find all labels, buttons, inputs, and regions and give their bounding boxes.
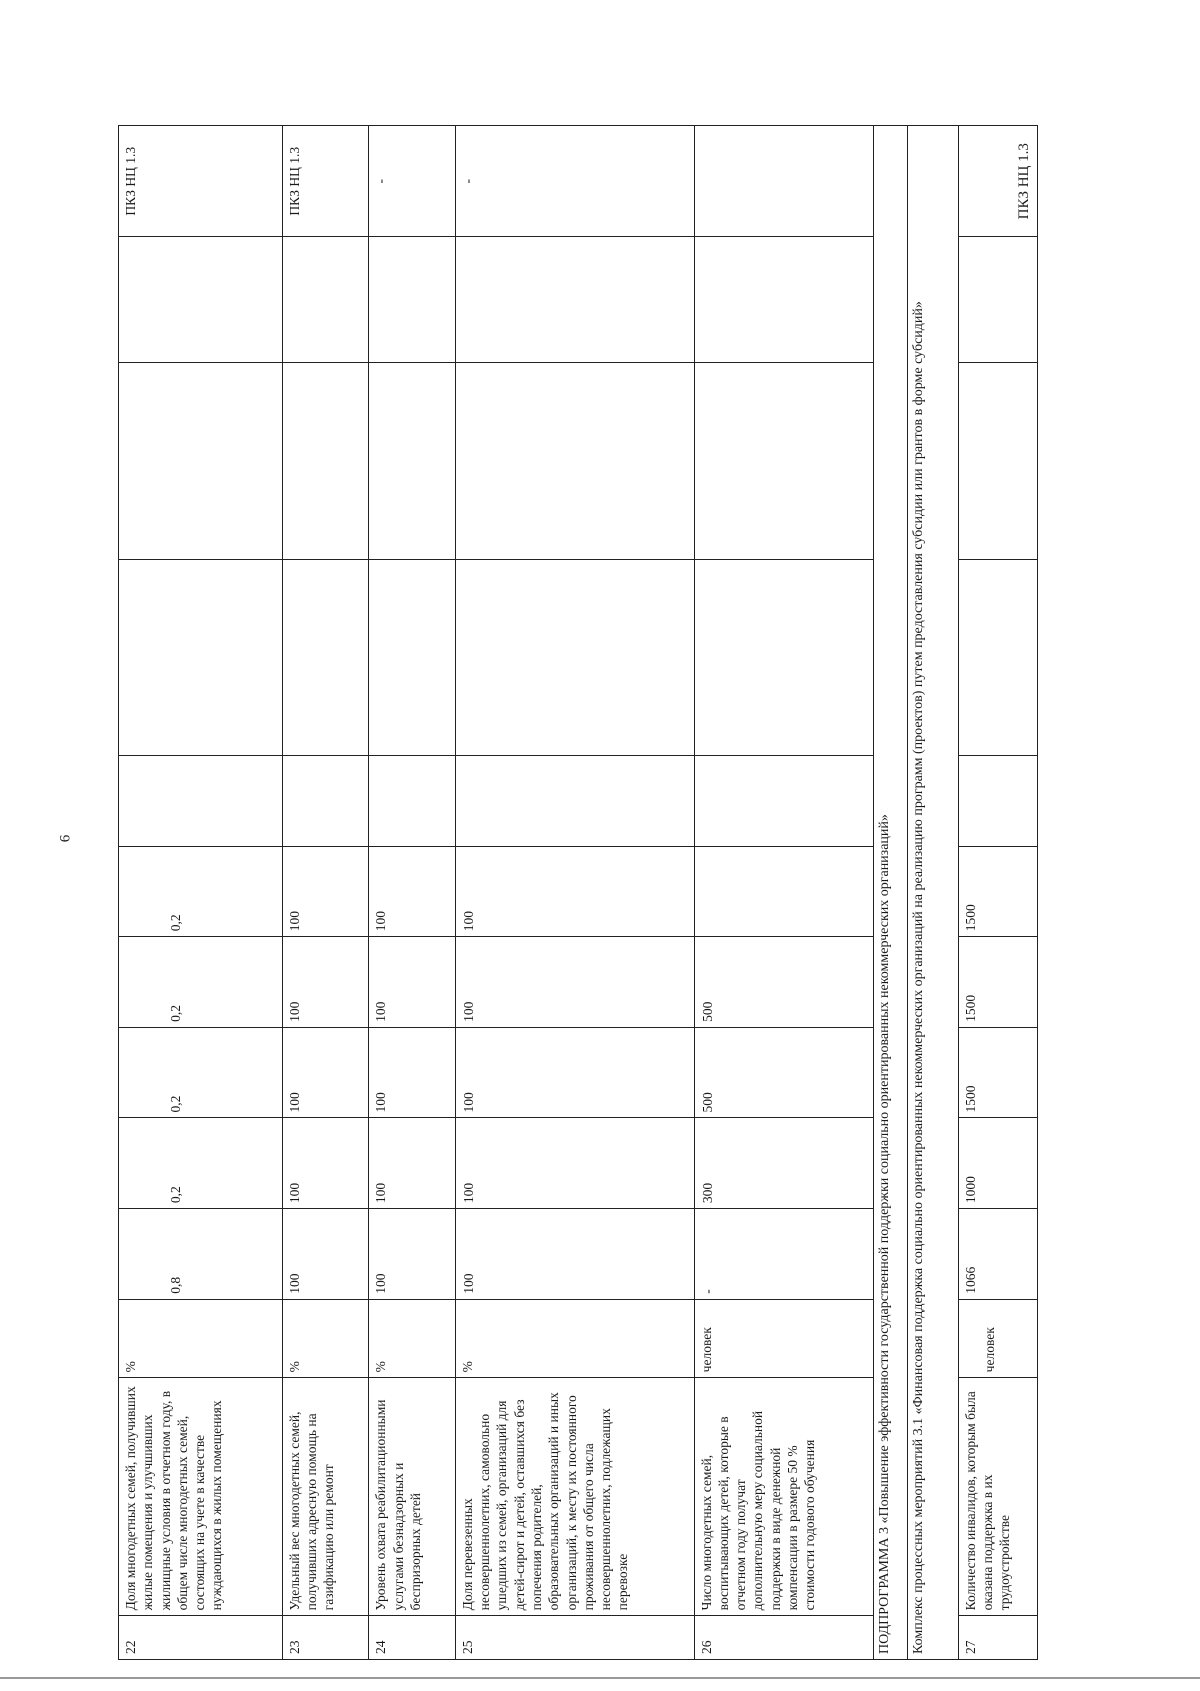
- value-cell: 100: [455, 1118, 694, 1209]
- value-cell: [455, 756, 694, 847]
- row-number: 22: [119, 1616, 283, 1660]
- value-cell: [694, 846, 874, 937]
- code-cell: -: [369, 126, 456, 237]
- table-row: [282, 126, 369, 1660]
- value-cell: 100: [282, 1118, 369, 1209]
- code-cell: ПКЗ НЦ 1.3: [282, 126, 369, 237]
- code-cell: ПКЗ НЦ 1.3: [119, 126, 283, 237]
- value-cell: 100: [282, 846, 369, 937]
- value-cell: [958, 559, 1037, 756]
- value-cell: 100: [282, 1209, 369, 1300]
- value-cell: [282, 559, 369, 756]
- value-cell: [282, 363, 369, 560]
- value-cell: 1500: [958, 846, 1037, 937]
- value-cell: 100: [282, 1027, 369, 1118]
- indicator-name: Количество инвалидов, которым была оказана поддержка в их трудоустройстве: [958, 1378, 1037, 1616]
- value-cell: 0,2: [119, 1118, 283, 1209]
- table-row: [958, 126, 1037, 1660]
- value-cell: 100: [455, 1027, 694, 1118]
- page-number: 6: [57, 834, 74, 843]
- value-cell: [694, 559, 874, 756]
- value-cell: [369, 363, 456, 560]
- value-cell: 100: [455, 1209, 694, 1300]
- row-number: 24: [369, 1616, 456, 1660]
- code-cell: -: [455, 126, 694, 237]
- value-cell: 100: [282, 937, 369, 1028]
- value-cell: 1500: [958, 937, 1037, 1028]
- row-number: 23: [282, 1616, 369, 1660]
- table-row: [874, 126, 908, 1660]
- unit-cell: %: [369, 1299, 456, 1378]
- value-cell: 0,8: [119, 1209, 283, 1300]
- complex-heading: Комплекс процессных мероприятий 3.1 «Финансовая поддержка социально ориентированных некоммерческих организаций на реализацию программ (проектов) путем предоставления субсидии или грантов в форме субсидий»: [908, 126, 959, 1660]
- table-row: [908, 126, 959, 1660]
- value-cell: 500: [694, 937, 874, 1028]
- value-cell: [455, 559, 694, 756]
- value-cell: [119, 559, 283, 756]
- value-cell: [694, 756, 874, 847]
- value-cell: [369, 237, 456, 363]
- value-cell: [958, 363, 1037, 560]
- value-cell: 100: [369, 937, 456, 1028]
- value-cell: [694, 363, 874, 560]
- value-cell: [282, 237, 369, 363]
- value-cell: 0,2: [119, 1027, 283, 1118]
- value-cell: [455, 237, 694, 363]
- table-row: [369, 126, 456, 1660]
- table-row: [119, 126, 283, 1660]
- value-cell: [958, 756, 1037, 847]
- row-number: 27: [958, 1616, 1037, 1660]
- value-cell: [958, 237, 1037, 363]
- unit-cell: человек: [694, 1299, 874, 1378]
- unit-cell: %: [455, 1299, 694, 1378]
- code-cell: [694, 126, 874, 237]
- scan-edge-rule: [0, 1677, 1200, 1679]
- value-cell: 100: [455, 937, 694, 1028]
- value-cell: -: [694, 1209, 874, 1300]
- unit-cell: человек: [958, 1299, 1037, 1378]
- value-cell: [455, 363, 694, 560]
- code-cell: ПКЗ НЦ 1.3: [958, 126, 1037, 237]
- indicator-name: Уровень охвата реабилитационными услугами безнадзорных и беспризорных детей: [369, 1378, 456, 1616]
- value-cell: [282, 756, 369, 847]
- indicator-name: Удельный вес многодетных семей, получивших адресную помощь на газификацию или ремонт: [282, 1378, 369, 1616]
- indicator-name: Доля перевезенных несовершеннолетних, самовольно ушедших из семей, организаций для детей-сирот и детей, оставшихся без попечения родителей, образовательных организаций и иных организаций, к месту их постоянного проживания от общего числа несовершеннолетних, подлежащих перевозке: [455, 1378, 694, 1616]
- value-cell: 100: [455, 846, 694, 937]
- value-cell: 100: [369, 1027, 456, 1118]
- table-row: [455, 126, 694, 1660]
- value-cell: 0,2: [119, 937, 283, 1028]
- value-cell: 500: [694, 1027, 874, 1118]
- value-cell: 100: [369, 1209, 456, 1300]
- indicators-table: [118, 125, 1038, 1660]
- value-cell: 100: [369, 846, 456, 937]
- value-cell: [119, 237, 283, 363]
- unit-cell: %: [119, 1299, 283, 1378]
- value-cell: 1500: [958, 1027, 1037, 1118]
- unit-cell: %: [282, 1299, 369, 1378]
- value-cell: [694, 237, 874, 363]
- value-cell: 1066: [958, 1209, 1037, 1300]
- rotated-table-region: [118, 125, 1038, 1660]
- table-row: [694, 126, 874, 1660]
- value-cell: 1000: [958, 1118, 1037, 1209]
- value-cell: 0,2: [119, 846, 283, 937]
- indicator-name: Доля многодетных семей, получивших жилые помещения и улучшивших жилищные условия в отчетном году, в общем числе многодетных семей, состоящих на учете в качестве нуждающихся в жилых помещениях: [119, 1378, 283, 1616]
- row-number: 26: [694, 1616, 874, 1660]
- value-cell: [119, 363, 283, 560]
- value-cell: [119, 756, 283, 847]
- subprogram-heading: ПОДПРОГРАММА 3 «Повышение эффективности государственной поддержки социально ориентированных некоммерческих организаций»: [874, 126, 908, 1660]
- value-cell: [369, 756, 456, 847]
- value-cell: [369, 559, 456, 756]
- value-cell: 100: [369, 1118, 456, 1209]
- indicator-name: Число многодетных семей, воспитывающих детей, которые в отчетном году получат дополнительную меру социальной поддержки в виде денежной компенсации в размере 50 % стоимости годового обучения: [694, 1378, 874, 1616]
- row-number: 25: [455, 1616, 694, 1660]
- value-cell: 300: [694, 1118, 874, 1209]
